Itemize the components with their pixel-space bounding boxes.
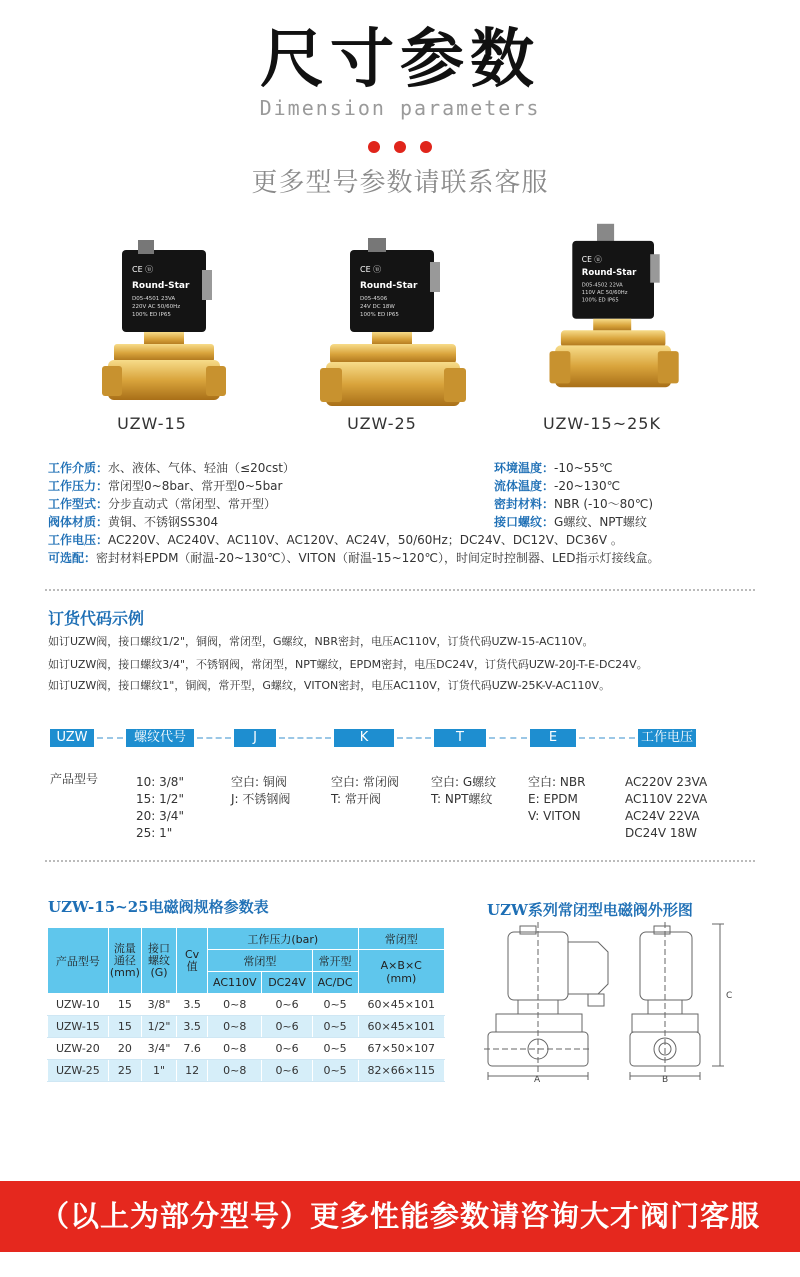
svg-text:Round-Star: Round-Star [360, 281, 418, 291]
page-subtitle-en: Dimension parameters [259, 96, 541, 120]
spec-item: 工作介质：水、液体、气体、轻油（≤20cst） [48, 461, 295, 475]
spec-item: 流体温度：-20~130℃ [494, 479, 621, 493]
code-desc-model: 产品型号 [50, 772, 99, 786]
code-box-e: E [530, 729, 576, 747]
order-example: 如订UZW阀，接口螺纹1"，铜阀，常开型，G螺纹，VITON密封，电压AC110V，订货代码UZW-25K-V-AC110V。 [48, 679, 611, 692]
product-label: UZW-15~25K [543, 414, 661, 433]
th-dc24: DC24V [262, 972, 312, 994]
th-acdc: AC/DC [312, 972, 358, 994]
svg-text:220V AC 50/60Hz: 220V AC 50/60Hz [132, 304, 181, 310]
red-dot [420, 141, 432, 153]
svg-text:110V AC 50/60Hz: 110V AC 50/60Hz [581, 290, 628, 297]
th-dim: 常闭型 [358, 928, 445, 950]
order-example: 如订UZW阀，接口螺纹3/4"，不锈钢阀，常闭型，NPT螺纹，EPDM密封，电压DC24V，订货代码UZW-20J-T-E-DC24V。 [48, 658, 648, 671]
bottom-banner: （以上为部分型号）更多性能参数请咨询大才阀门客服 [0, 1181, 800, 1252]
svg-text:Round-Star: Round-Star [581, 268, 637, 279]
th-dim-axbxc: A×B×C (mm) [358, 950, 445, 994]
product-label: UZW-15 [117, 414, 187, 433]
th-pressure: 工作压力(bar) [208, 928, 358, 950]
code-connector [489, 737, 527, 739]
table-row: UZW-10 15 3/8" 3.5 0~8 0~6 0~5 60×45×101 [48, 994, 445, 1016]
product-image-uzw-15 [52, 232, 252, 422]
code-box-voltage: 工作电压 [638, 729, 696, 747]
divider [45, 589, 755, 591]
svg-text:100% ED IP65: 100% ED IP65 [132, 312, 171, 318]
red-dot [394, 141, 406, 153]
svg-text:CE ⓤ: CE ⓤ [360, 265, 382, 274]
svg-text:CE ⓤ: CE ⓤ [581, 254, 602, 264]
table-title: UZW-15~25电磁阀规格参数表 [48, 898, 269, 916]
decorative-dots [0, 138, 800, 157]
th-ac110: AC110V [208, 972, 262, 994]
spec-table [47, 927, 445, 1082]
svg-text:D05-4506: D05-4506 [360, 296, 388, 302]
spec-item: 工作型式：分步直动式（常闭型、常开型） [48, 497, 277, 511]
code-desc-type: 空白: 常闭阀 T: 常开阀 [331, 775, 399, 806]
th-flow: 流量 通径 (mm) [108, 928, 141, 994]
red-dot [368, 141, 380, 153]
dimension-label-c: C [726, 991, 733, 1001]
spec-item: 工作电压：AC220V、AC240V、AC110V、AC120V、AC24V，50/60Hz；DC24V、DC12V、DC36V 。 [48, 533, 623, 547]
svg-text:D05-4501 23VA: D05-4501 23VA [132, 296, 176, 302]
spec-item: 工作压力：常闭型0~8bar、常开型0~5bar [48, 479, 283, 493]
product-image-uzw-15-25k [535, 220, 735, 410]
code-connector [397, 737, 431, 739]
code-connector [97, 737, 123, 739]
th-port: 接口 螺纹 (G) [141, 928, 176, 994]
spec-item: 阀体材质：黄铜、不锈钢SS304 [48, 515, 219, 529]
svg-text:100% ED IP65: 100% ED IP65 [360, 312, 399, 318]
th-model: 产品型号 [48, 928, 109, 994]
code-box-thread: 螺纹代号 [126, 729, 194, 747]
code-box-model: UZW [50, 729, 94, 747]
code-desc-seal: 空白: NBR E: EPDM V: VITON [528, 775, 586, 823]
order-title: 订货代码示例 [48, 609, 145, 628]
product-image-uzw-25 [300, 232, 500, 422]
diagram-title: UZW系列常闭型电磁阀外形图 [487, 901, 693, 919]
code-connector [579, 737, 635, 739]
order-example: 如订UZW阀，接口螺纹1/2"，铜阀，常闭型，G螺纹，NBR密封，电压AC110V，订货代码UZW-15-AC110V。 [48, 635, 594, 648]
spec-item: 密封材料：NBR (-10～80℃) [494, 497, 654, 511]
code-box-t: T [434, 729, 486, 747]
svg-text:D05-4502 22VA: D05-4502 22VA [581, 282, 623, 289]
code-desc-voltage: AC220V 23VA AC110V 22VA AC24V 22VA DC24V 18W [625, 775, 708, 840]
outline-diagram [480, 922, 760, 1087]
table-row: UZW-20 20 3/4" 7.6 0~8 0~6 0~5 67×50×107 [48, 1038, 445, 1060]
table-row: UZW-25 25 1" 12 0~8 0~6 0~5 82×66×115 [48, 1060, 445, 1082]
dimension-label-a: A [534, 1075, 541, 1085]
coil-brand: Round-Star [132, 281, 190, 291]
page-title: 尺寸参数 [260, 23, 540, 97]
svg-text:100% ED IP65: 100% ED IP65 [581, 297, 619, 304]
code-desc-thread: 10: 3/8" 15: 1/2" 20: 3/4" 25: 1" [136, 775, 184, 840]
spec-item: 环境温度：-10~55℃ [494, 461, 613, 475]
contact-hint: 更多型号参数请联系客服 [251, 168, 549, 198]
code-box-j: J [234, 729, 276, 747]
product-label: UZW-25 [347, 414, 417, 433]
dimension-label-b: B [662, 1075, 669, 1085]
svg-text:CE ⓤ: CE ⓤ [132, 265, 154, 274]
code-connector [279, 737, 331, 739]
spec-item: 接口螺纹：G螺纹、NPT螺纹 [494, 515, 647, 529]
table-row: UZW-15 15 1/2" 3.5 0~8 0~6 0~5 60×45×101 [48, 1016, 445, 1038]
spec-item: 可选配：密封材料EPDM（耐温-20~130℃）、VITON（耐温-15~120℃），时间定时控制器、LED指示灯接线盒。 [48, 551, 660, 565]
svg-text:24V DC 18W: 24V DC 18W [360, 304, 395, 310]
code-box-k: K [334, 729, 394, 747]
code-connector [197, 737, 231, 739]
code-desc-material: 空白: 铜阀 J: 不锈钢阀 [231, 775, 291, 806]
th-nc: 常闭型 [208, 950, 313, 972]
th-no: 常开型 [312, 950, 358, 972]
th-cv: Cv 值 [177, 928, 208, 994]
divider [45, 860, 755, 862]
code-desc-thread-type: 空白: G螺纹 T: NPT螺纹 [431, 775, 497, 806]
